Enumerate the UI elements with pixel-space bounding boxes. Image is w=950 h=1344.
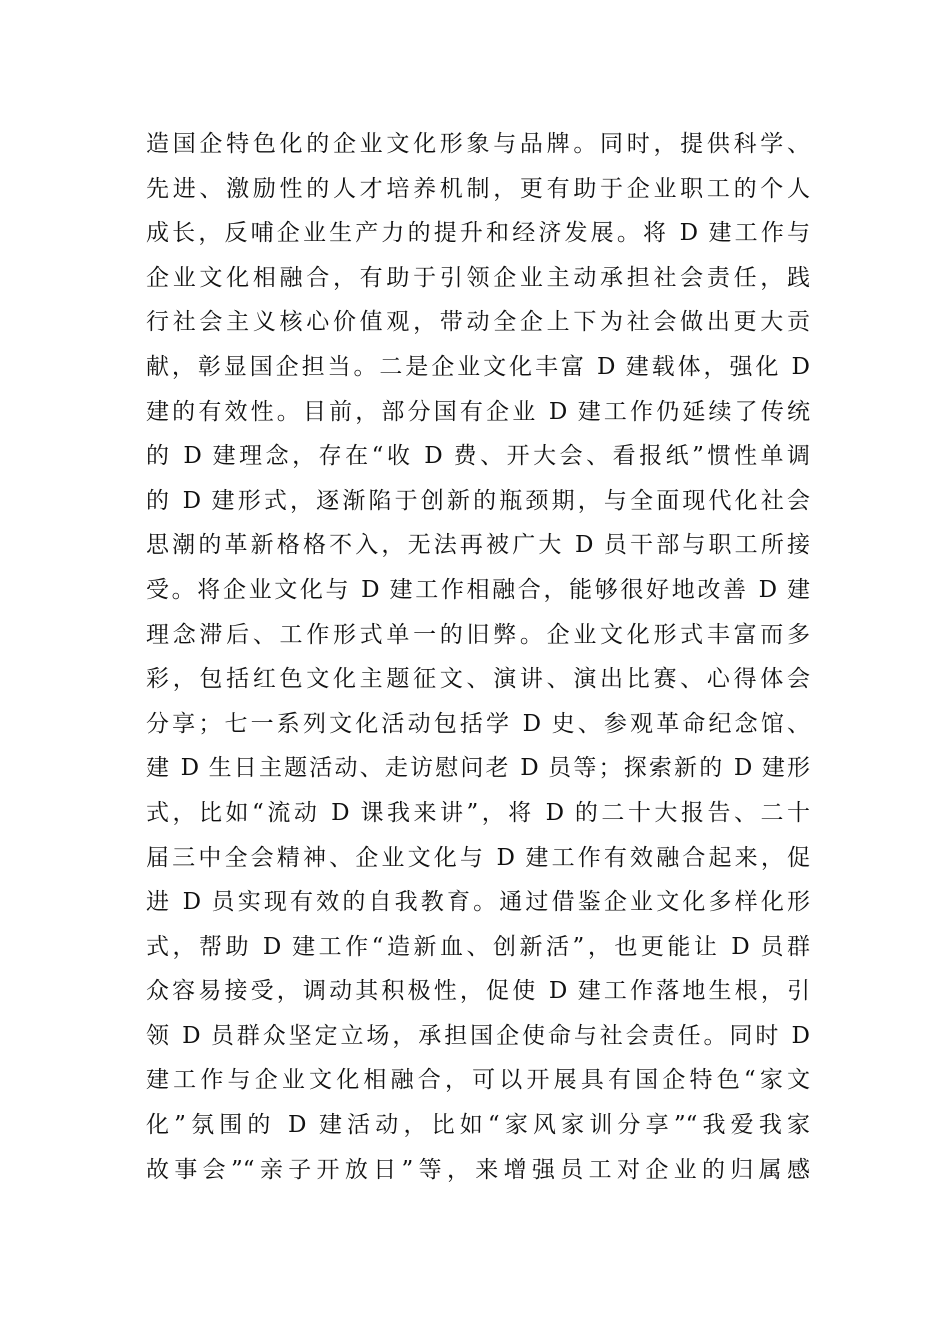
text-line-11: 受。将企业文化与 D 建工作相融合，能够很好地改善 D 建 — [146, 576, 810, 603]
text-line-23: 化”氛围的 D 建活动，比如“家风家训分享”“我爱我家 — [146, 1112, 810, 1139]
text-line-9: 的 D 建形式，逐渐陷于创新的瓶颈期，与全面现代化社会 — [146, 487, 810, 514]
text-line-2: 先进、激励性的人才培养机制，更有助于企业职工的个人 — [146, 175, 810, 202]
text-line-13: 彩，包括红色文化主题征文、演讲、演出比赛、心得体会 — [146, 666, 810, 693]
text-line-4: 企业文化相融合，有助于引领企业主动承担社会责任，践 — [146, 264, 810, 291]
text-line-5: 行社会主义核心价值观，带动全企上下为社会做出更大贡 — [146, 309, 810, 336]
text-line-12: 理念滞后、工作形式单一的旧弊。企业文化形式丰富而多 — [146, 621, 810, 648]
text-line-8: 的 D 建理念，存在“收 D 费、开大会、看报纸”惯性单调 — [146, 443, 810, 470]
text-line-24: 故事会”“亲子开放日”等，来增强员工对企业的归属感 — [146, 1156, 810, 1183]
text-line-21: 领 D 员群众坚定立场，承担国企使命与社会责任。同时 D — [146, 1022, 810, 1049]
text-line-10: 思潮的革新格格不入，无法再被广大 D 员干部与职工所接 — [146, 532, 810, 559]
text-line-17: 届三中全会精神、企业文化与 D 建工作有效融合起来，促 — [146, 844, 810, 871]
text-line-15: 建 D 生日主题活动、走访慰问老 D 员等；探索新的 D 建形 — [146, 755, 810, 782]
text-line-18: 进 D 员实现有效的自我教育。通过借鉴企业文化多样化形 — [146, 889, 810, 916]
text-line-16: 式，比如“流动 D 课我来讲”，将 D 的二十大报告、二十 — [146, 799, 810, 826]
text-line-20: 众容易接受，调动其积极性，促使 D 建工作落地生根，引 — [146, 978, 810, 1005]
text-line-19: 式，帮助 D 建工作“造新血、创新活”，也更能让 D 员群 — [146, 933, 810, 960]
text-line-7: 建的有效性。目前，部分国有企业 D 建工作仍延续了传统 — [146, 398, 810, 425]
text-line-3: 成长，反哺企业生产力的提升和经济发展。将 D 建工作与 — [146, 220, 810, 247]
body-paragraph — [146, 122, 810, 1192]
text-line-6: 献，彰显国企担当。二是企业文化丰富 D 建载体，强化 D — [146, 353, 810, 380]
text-line-1: 造国企特色化的企业文化形象与品牌。同时，提供科学、 — [146, 131, 810, 157]
text-line-14: 分享；七一系列文化活动包括学 D 史、参观革命纪念馆、 — [146, 710, 810, 737]
text-line-22: 建工作与企业文化相融合，可以开展具有国企特色“家文 — [146, 1067, 810, 1094]
